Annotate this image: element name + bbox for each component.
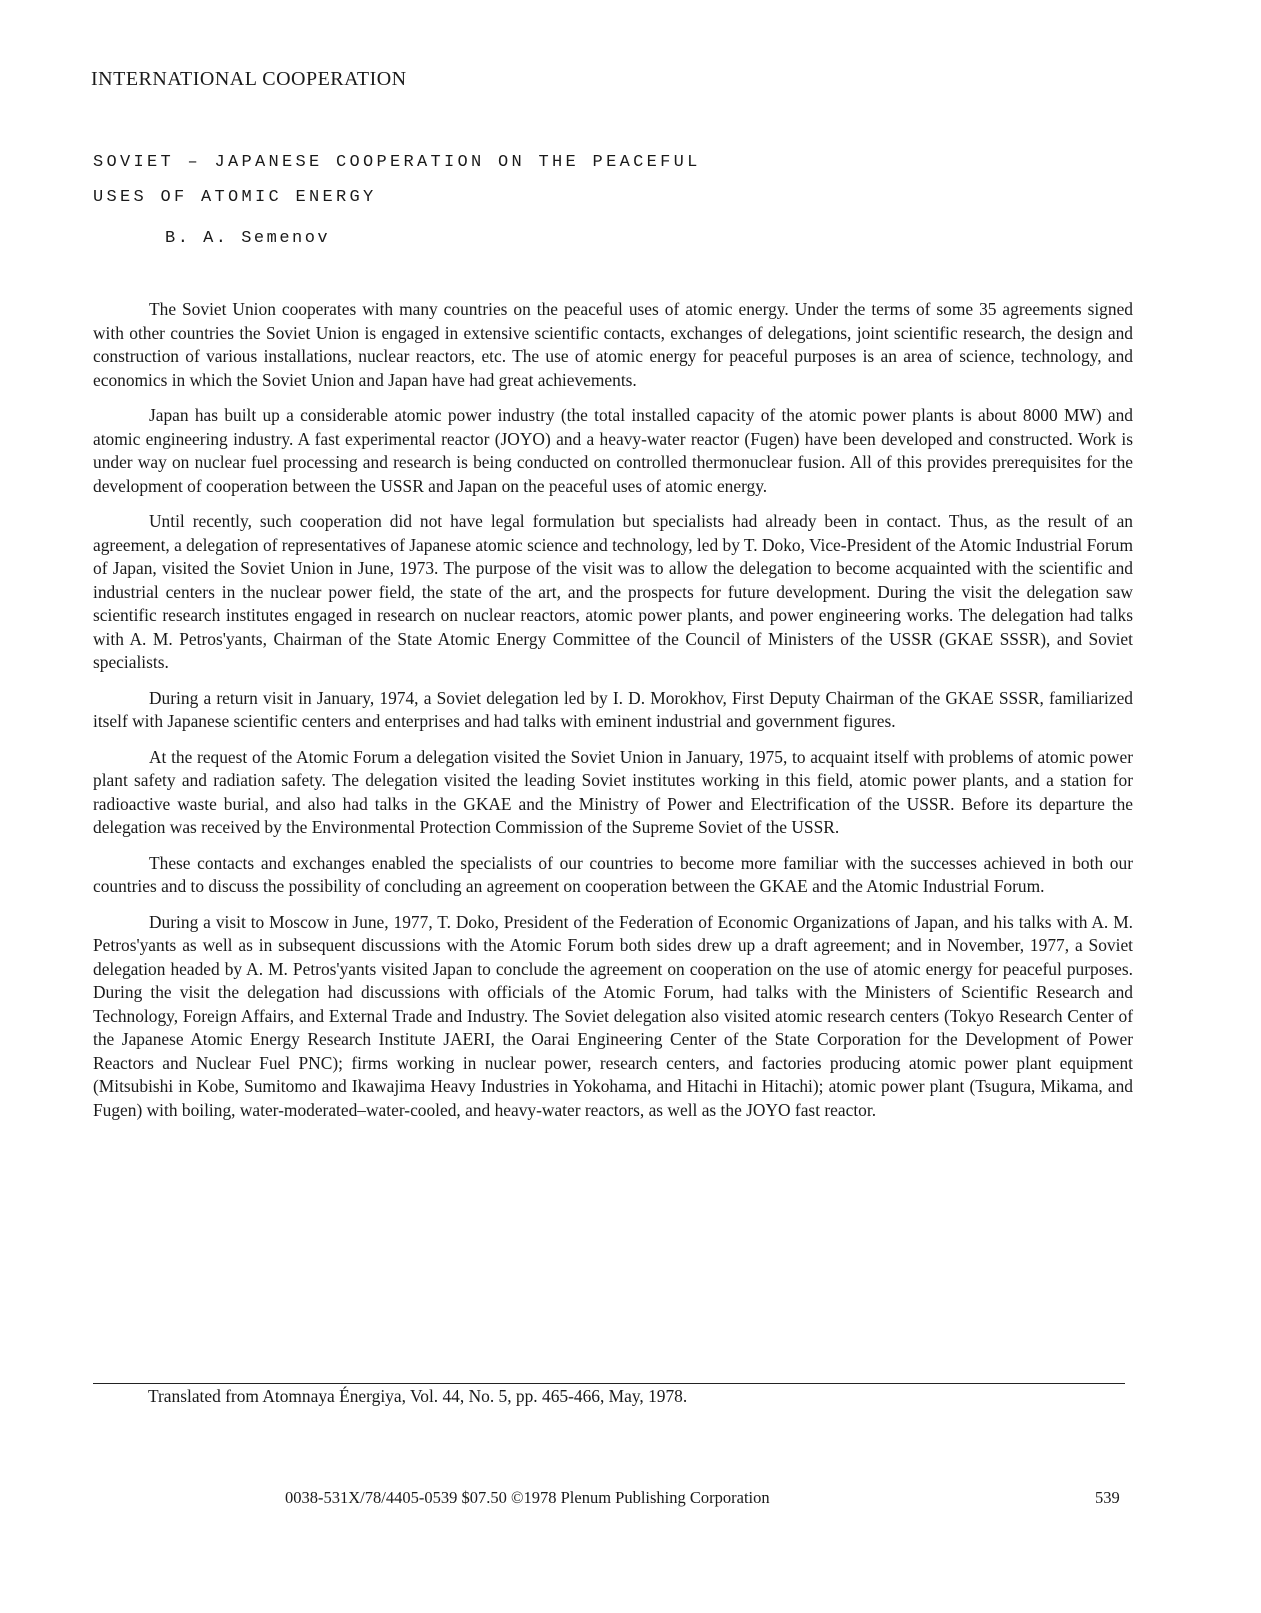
- footnote-divider: [93, 1383, 1125, 1384]
- section-heading: INTERNATIONAL COOPERATION: [91, 68, 407, 90]
- paragraph-1: The Soviet Union cooperates with many countries on the peaceful uses of atomic energy. Under the terms of some 35 agreements signed with other countries the Soviet Union is engaged in extensive scientific contacts, exchanges of delegations, joint scientific research, the design and construction of various installations, nuclear reactors, etc. The use of atomic energy for peaceful purposes is an area of science, technology, and economics in which the Soviet Union and Japan have had great achievements.: [93, 299, 1133, 390]
- article-title: [93, 145, 701, 215]
- translation-note: Translated from Atomnaya Énergiya, Vol. 44, No. 5, pp. 465-466, May, 1978.: [148, 1386, 688, 1406]
- title-line-2: USES OF ATOMIC ENERGY: [93, 188, 377, 207]
- paragraph-4: During a return visit in January, 1974, a Soviet delegation led by I. D. Morokhov, First Deputy Chairman of the GKAE SSSR, familiarized itself with Japanese scientific centers and enterprises and had talks with eminent industrial and government figures.: [93, 687, 1133, 731]
- title-line-1: SOVIET – JAPANESE COOPERATION ON THE PEACEFUL: [93, 153, 701, 172]
- article-body: [93, 298, 1133, 1134]
- author: B. A. Semenov: [165, 229, 331, 248]
- paragraph-3: Until recently, such cooperation did not have legal formulation but specialists had already been in contact. Thus, as the result of an agreement, a delegation of representatives of Japanese atomic science and technology, led by T. Doko, Vice-President of the Atomic Industrial Forum of Japan, visited the Soviet Union in June, 1973. The purpose of the visit was to allow the delegation to become acquainted with the scientific and industrial centers in the nuclear power field, the state of the art, and the prospects for future development. During the visit the delegation saw scientific research institutes engaged in research on nuclear reactors, atomic power plants, and power engineering works. The delegation had talks with A. M. Petros'yants, Chairman of the State Atomic Energy Committee of the Council of Ministers of the USSR (GKAE SSSR), and Soviet specialists.: [93, 511, 1133, 672]
- paragraph-6: These contacts and exchanges enabled the specialists of our countries to become more familiar with the successes achieved in both our countries and to discuss the possibility of concluding an agreement on cooperation between the GKAE and the Atomic Industrial Forum.: [93, 852, 1133, 896]
- paragraph-5: At the request of the Atomic Forum a delegation visited the Soviet Union in January, 1975, to acquaint itself with problems of atomic power plant safety and radiation safety. The delegation visited the leading Soviet institutes working in this field, atomic power plants, and a station for radioactive waste burial, and also had talks in the GKAE and the Ministry of Power and Electrification of the USSR. Before its departure the delegation was received by the Environmental Protection Commission of the Supreme Soviet of the USSR.: [93, 746, 1133, 837]
- page-number: 539: [1095, 1488, 1120, 1507]
- paragraph-2: Japan has built up a considerable atomic power industry (the total installed capacity of the atomic power plants is about 8000 MW) and atomic engineering industry. A fast experimental reactor (JOYO) and a heavy-water reactor (Fugen) have been developed and constructed. Work is under way on nuclear fuel processing and research is being conducted on controlled thermonuclear fusion. All of this provides prerequisites for the development of cooperation between the USSR and Japan on the peaceful uses of atomic energy.: [93, 405, 1133, 496]
- publisher-footer: 0038-531X/78/4405-0539 $07.50 ©1978 Plenum Publishing Corporation: [285, 1488, 770, 1507]
- paragraph-7: During a visit to Moscow in June, 1977, T. Doko, President of the Federation of Economic Organizations of Japan, and his talks with A. M. Petros'yants as well as in subsequent discussions with the Atomic Forum both sides drew up a draft agreement; and in November, 1977, a Soviet delegation headed by A. M. Petros'yants visited Japan to conclude the agreement on cooperation on the use of atomic energy for peaceful purposes. During the visit the delegation had discussions with officials of the Atomic Forum, had talks with the Ministers of Scientific Research and Technology, Foreign Affairs, and External Trade and Industry. The Soviet delegation also visited atomic research centers (Tokyo Research Center of the Japanese Atomic Energy Research Institute JAERI, the Oarai Engineering Center of the State Corporation for the Development of Power Reactors and Nuclear Fuel PNC); firms working in nuclear power, research centers, and factories producing atomic power plant equipment (Mitsubishi in Kobe, Sumitomo and Ikawajima Heavy Industries in Yokohama, and Hitachi in Hitachi); atomic power plant (Tsugura, Mikama, and Fugen) with boiling, water-moderated–water-cooled, and heavy-water reactors, as well as the JOYO fast reactor.: [93, 911, 1133, 1120]
